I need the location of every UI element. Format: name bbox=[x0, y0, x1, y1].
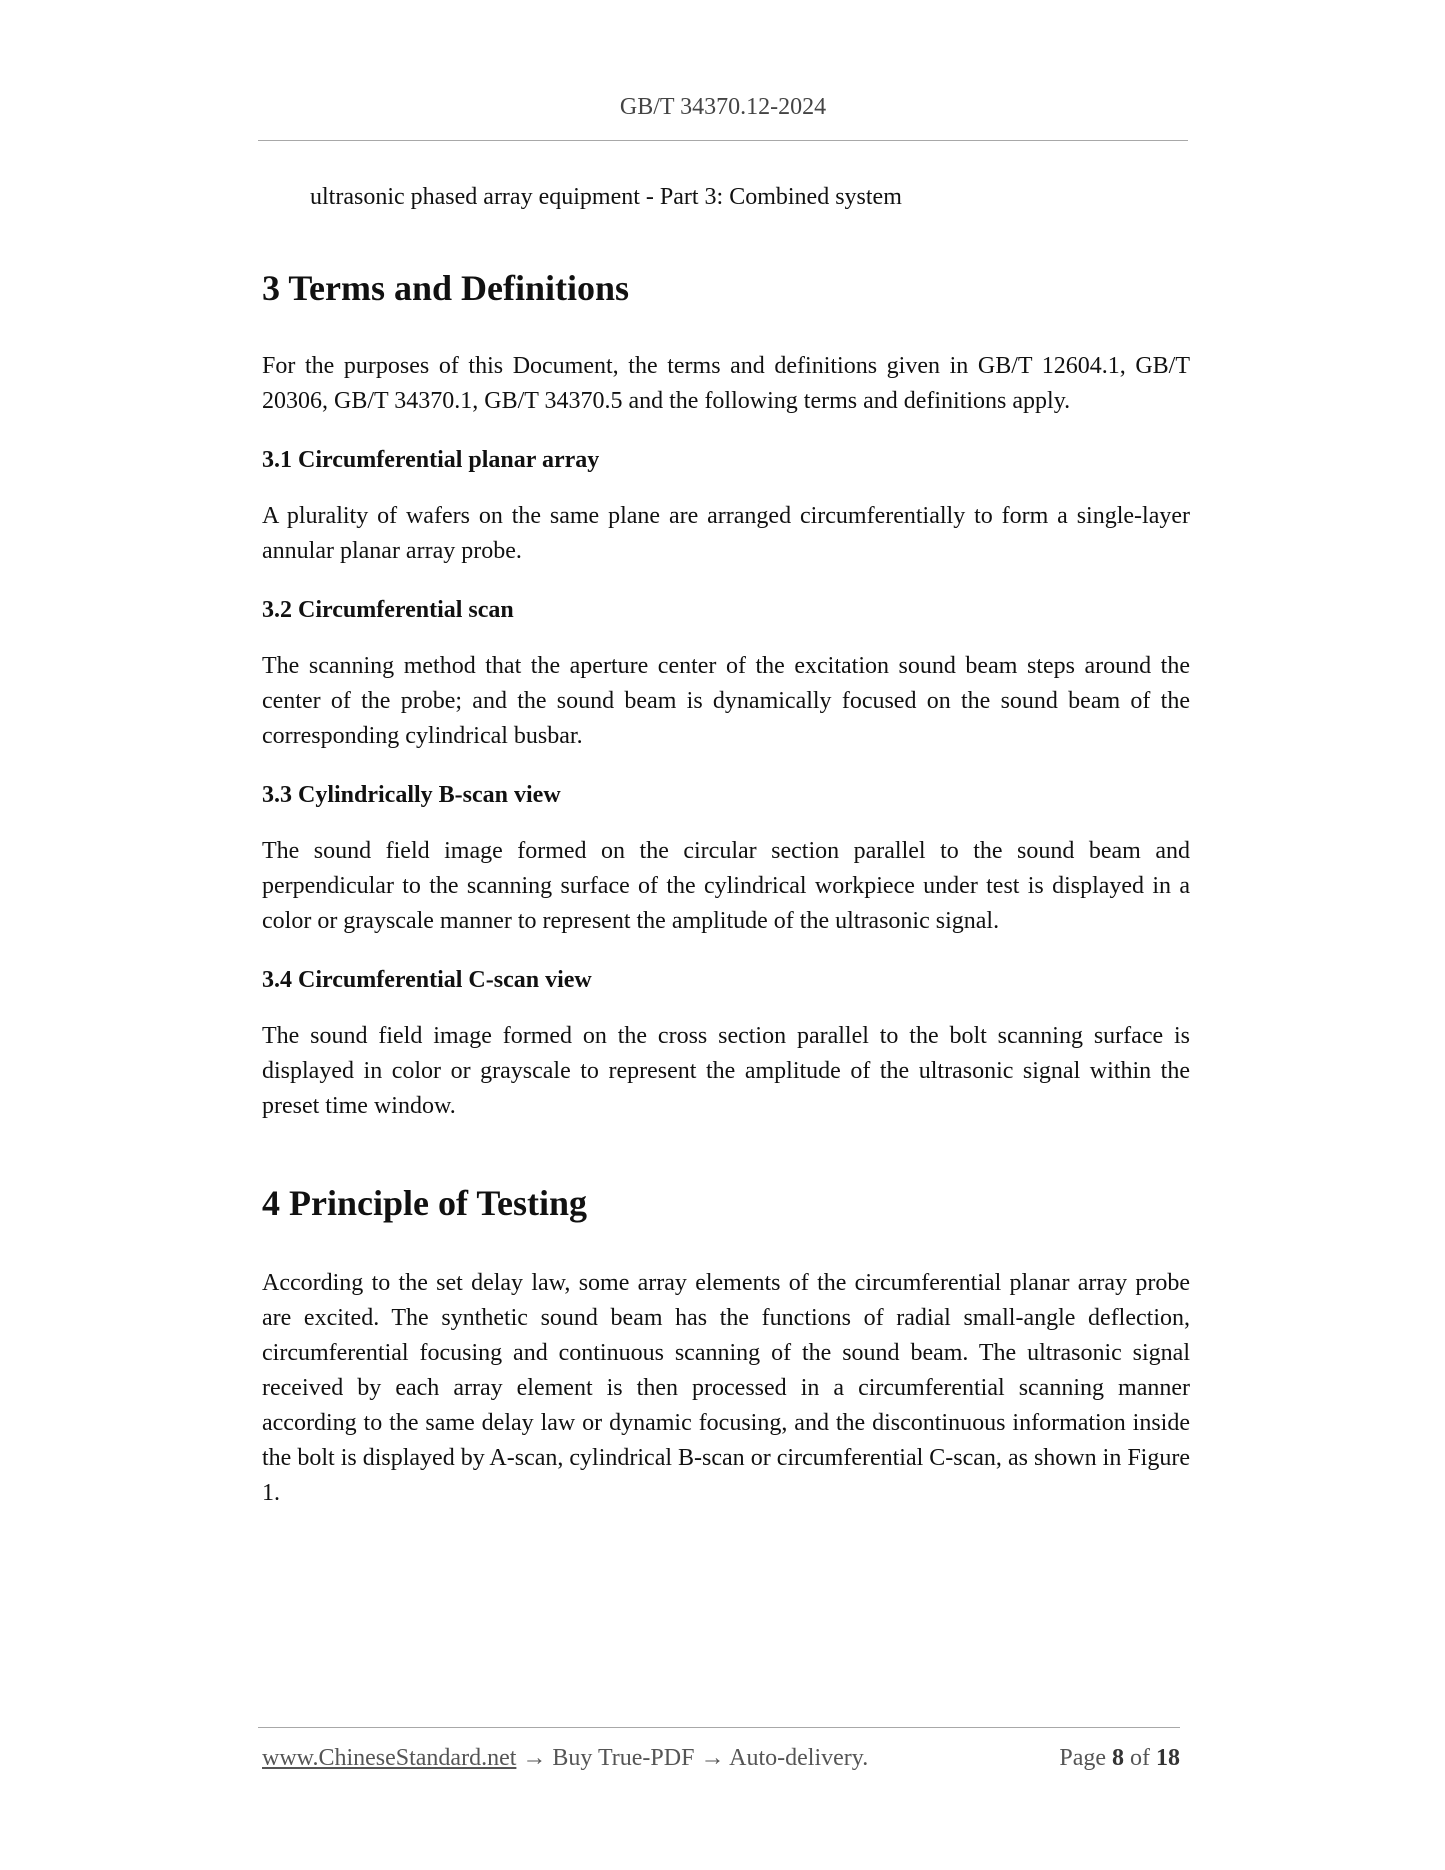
page-content bbox=[262, 180, 1190, 1537]
page-total: 18 bbox=[1156, 1745, 1180, 1771]
chinesestandard-link[interactable]: www.ChineseStandard.net bbox=[262, 1745, 517, 1771]
page-number bbox=[1059, 1745, 1180, 1772]
continuation-line: ultrasonic phased array equipment - Part 3: Combined system bbox=[310, 184, 902, 210]
term-3-1-definition: A plurality of wafers on the same plane are arranged circumferentially to form a single-layer annular planar array probe. bbox=[262, 503, 1190, 564]
section-3-intro: For the purposes of this Document, the terms and definitions given in GB/T 12604.1, GB/T 20306, GB/T 34370.1, GB/T 34370.5 and the following terms and definitions apply. bbox=[262, 353, 1190, 414]
term-3-3-heading: 3.3 Cylindrically B-scan view bbox=[262, 782, 561, 808]
term-3-3-definition: The sound field image formed on the circular section parallel to the sound beam and perpendicular to the scanning surface of the cylindrical workpiece under test is displayed in a color or grayscale manner to represent the amplitude of the ultrasonic signal. bbox=[262, 838, 1190, 934]
page-of-label: of bbox=[1130, 1745, 1150, 1771]
section-4-heading: 4 Principle of Testing bbox=[262, 1183, 588, 1223]
term-3-1-heading: 3.1 Circumferential planar array bbox=[262, 447, 600, 473]
term-3-4-heading: 3.4 Circumferential C-scan view bbox=[262, 967, 592, 993]
section-3-heading: 3 Terms and Definitions bbox=[262, 268, 630, 308]
arrow-right-icon: → bbox=[522, 1745, 547, 1771]
page-header: GB/T 34370.12-2024 bbox=[619, 94, 827, 120]
term-3-2-definition: The scanning method that the aperture center of the excitation sound beam steps around the center of the probe; and the sound beam is dynamically focused on the sound beam of the corresponding cylindrical busbar. bbox=[262, 653, 1190, 749]
header-divider bbox=[258, 140, 1188, 141]
auto-delivery-text: Auto-delivery. bbox=[729, 1745, 869, 1771]
footer-promo bbox=[262, 1745, 868, 1772]
term-3-2-heading: 3.2 Circumferential scan bbox=[262, 597, 514, 623]
buy-pdf-text: Buy True-PDF bbox=[552, 1745, 695, 1771]
term-3-4-definition: The sound field image formed on the cross section parallel to the bolt scanning surface is displayed in color or grayscale to represent the amplitude of the ultrasonic signal within the preset time window. bbox=[262, 1023, 1190, 1119]
footer-divider bbox=[258, 1727, 1180, 1728]
page-label: Page bbox=[1059, 1745, 1106, 1771]
arrow-right-icon: → bbox=[700, 1745, 725, 1771]
page-current: 8 bbox=[1112, 1745, 1124, 1771]
section-4-body: According to the set delay law, some array elements of the circumferential planar array probe are excited. The synthetic sound beam has the functions of radial small-angle deflection, circumferential focusing and continuous scanning of the sound beam. The ultrasonic signal received by each array element is then processed in a circumferential scanning manner according to the same delay law or dynamic focusing, and the discontinuous information inside the bolt is displayed by A-scan, cylindrical B-scan or circumferential C-scan, as shown in Figure 1. bbox=[262, 1270, 1190, 1506]
